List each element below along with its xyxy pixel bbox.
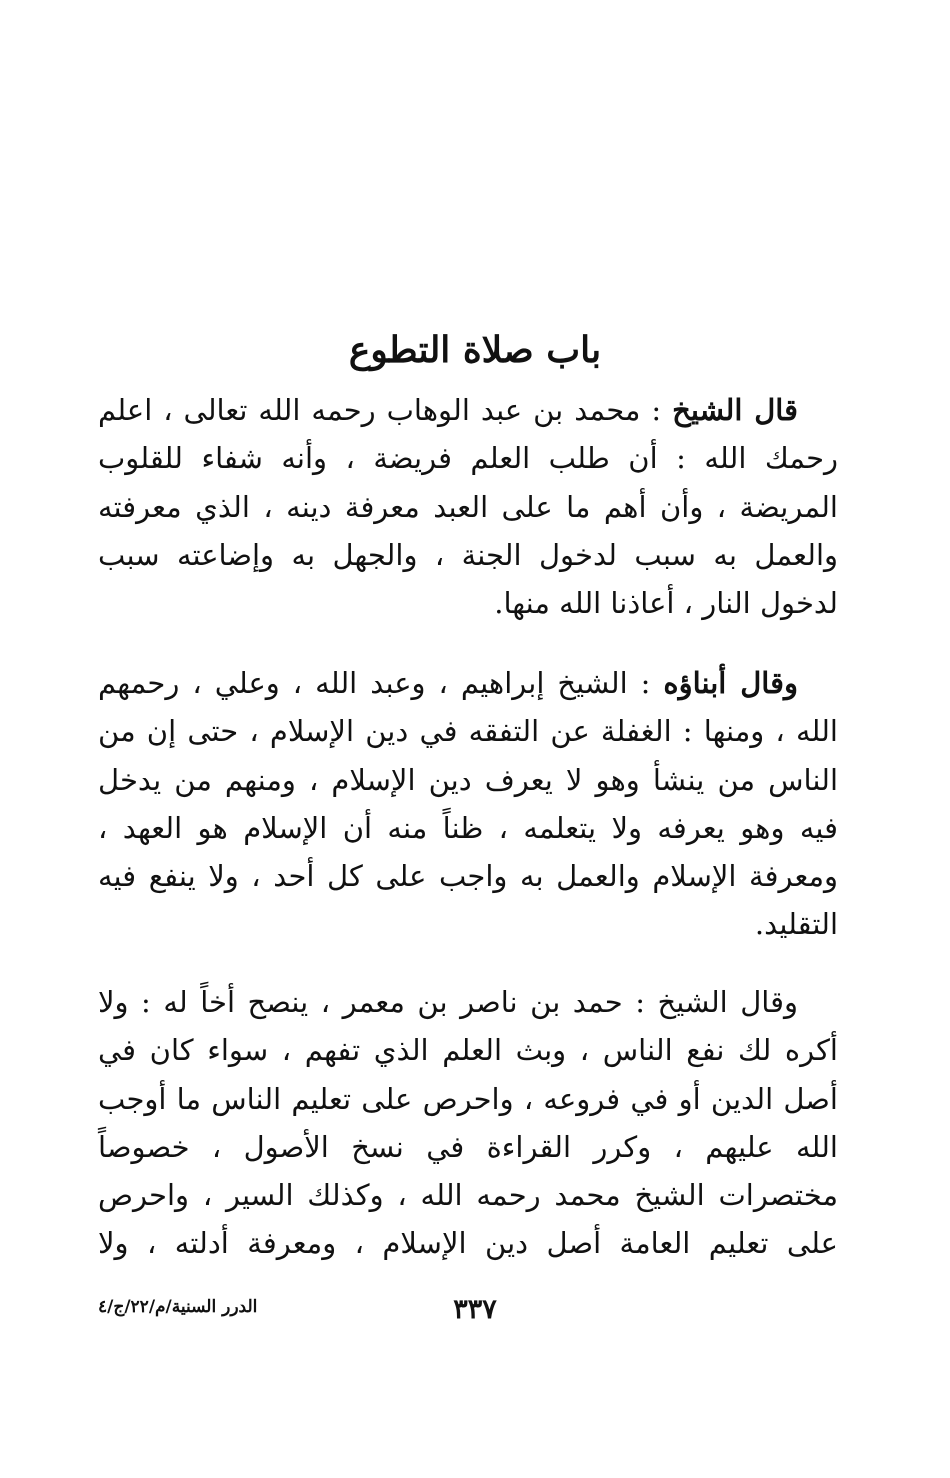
paragraph-1-body: : محمد بن عبد الوهاب رحمه الله تعالى ، اعلم رحمك الله : أن طلب العلم فريضة ، وأنه شفاء للقلوب المريضة ، وأن أهم ما على العبد معرفة دينه ، الذي معرفته والعمل به سبب لدخول الجنة ، والجهل به وإضاعته سبب لدخول النار ، أعاذنا الله منها. xyxy=(98,393,838,621)
paragraph-2 xyxy=(98,659,838,949)
paragraph-3-text xyxy=(98,978,838,1268)
paragraph-3 xyxy=(98,978,838,1268)
paragraph-2-text xyxy=(98,659,838,949)
paragraph-1-text xyxy=(98,386,838,627)
footer-reference: الدرر السنية/م/٢٢/ج/٤ xyxy=(98,1297,258,1317)
paragraph-1-lead: قال الشيخ xyxy=(672,393,798,427)
paragraph-3-body: وقال الشيخ : حمد بن ناصر بن معمر ، ينصح أخاً له : ولا أكره لك نفع الناس ، وبث العلم الذي تفهم ، سواء كان في أصل الدين أو في فروعه ، واحرص على تعليم الناس ما أوجب الله عليهم ، وكرر القراءة في نسخ الأصول ، خصوصاً مختصرات الشيخ محمد رحمه الله ، وكذلك السير ، واحرص على تعليم العامة أصل دين الإسلام ، ومعرفة أدلته ، ولا xyxy=(98,985,838,1261)
paragraph-2-lead: وقال أبناؤه xyxy=(663,666,798,700)
page-number: ٣٣٧ xyxy=(453,1294,497,1325)
paragraph-1 xyxy=(98,386,838,627)
chapter-title: باب صلاة التطوع xyxy=(348,329,602,372)
paragraph-2-body: : الشيخ إبراهيم ، وعبد الله ، وعلي ، رحمهم الله ، ومنها : الغفلة عن التفقه في دين الإسلام ، حتى إن من الناس من ينشأ وهو لا يعرف دين الإسلام ، ومنهم من يدخل فيه وهو يعرفه ولا يتعلمه ، ظناً منه أن الإسلام هو العهد ، ومعرفة الإسلام والعمل به واجب على كل أحد ، ولا ينفع فيه التقليد. xyxy=(98,666,838,942)
